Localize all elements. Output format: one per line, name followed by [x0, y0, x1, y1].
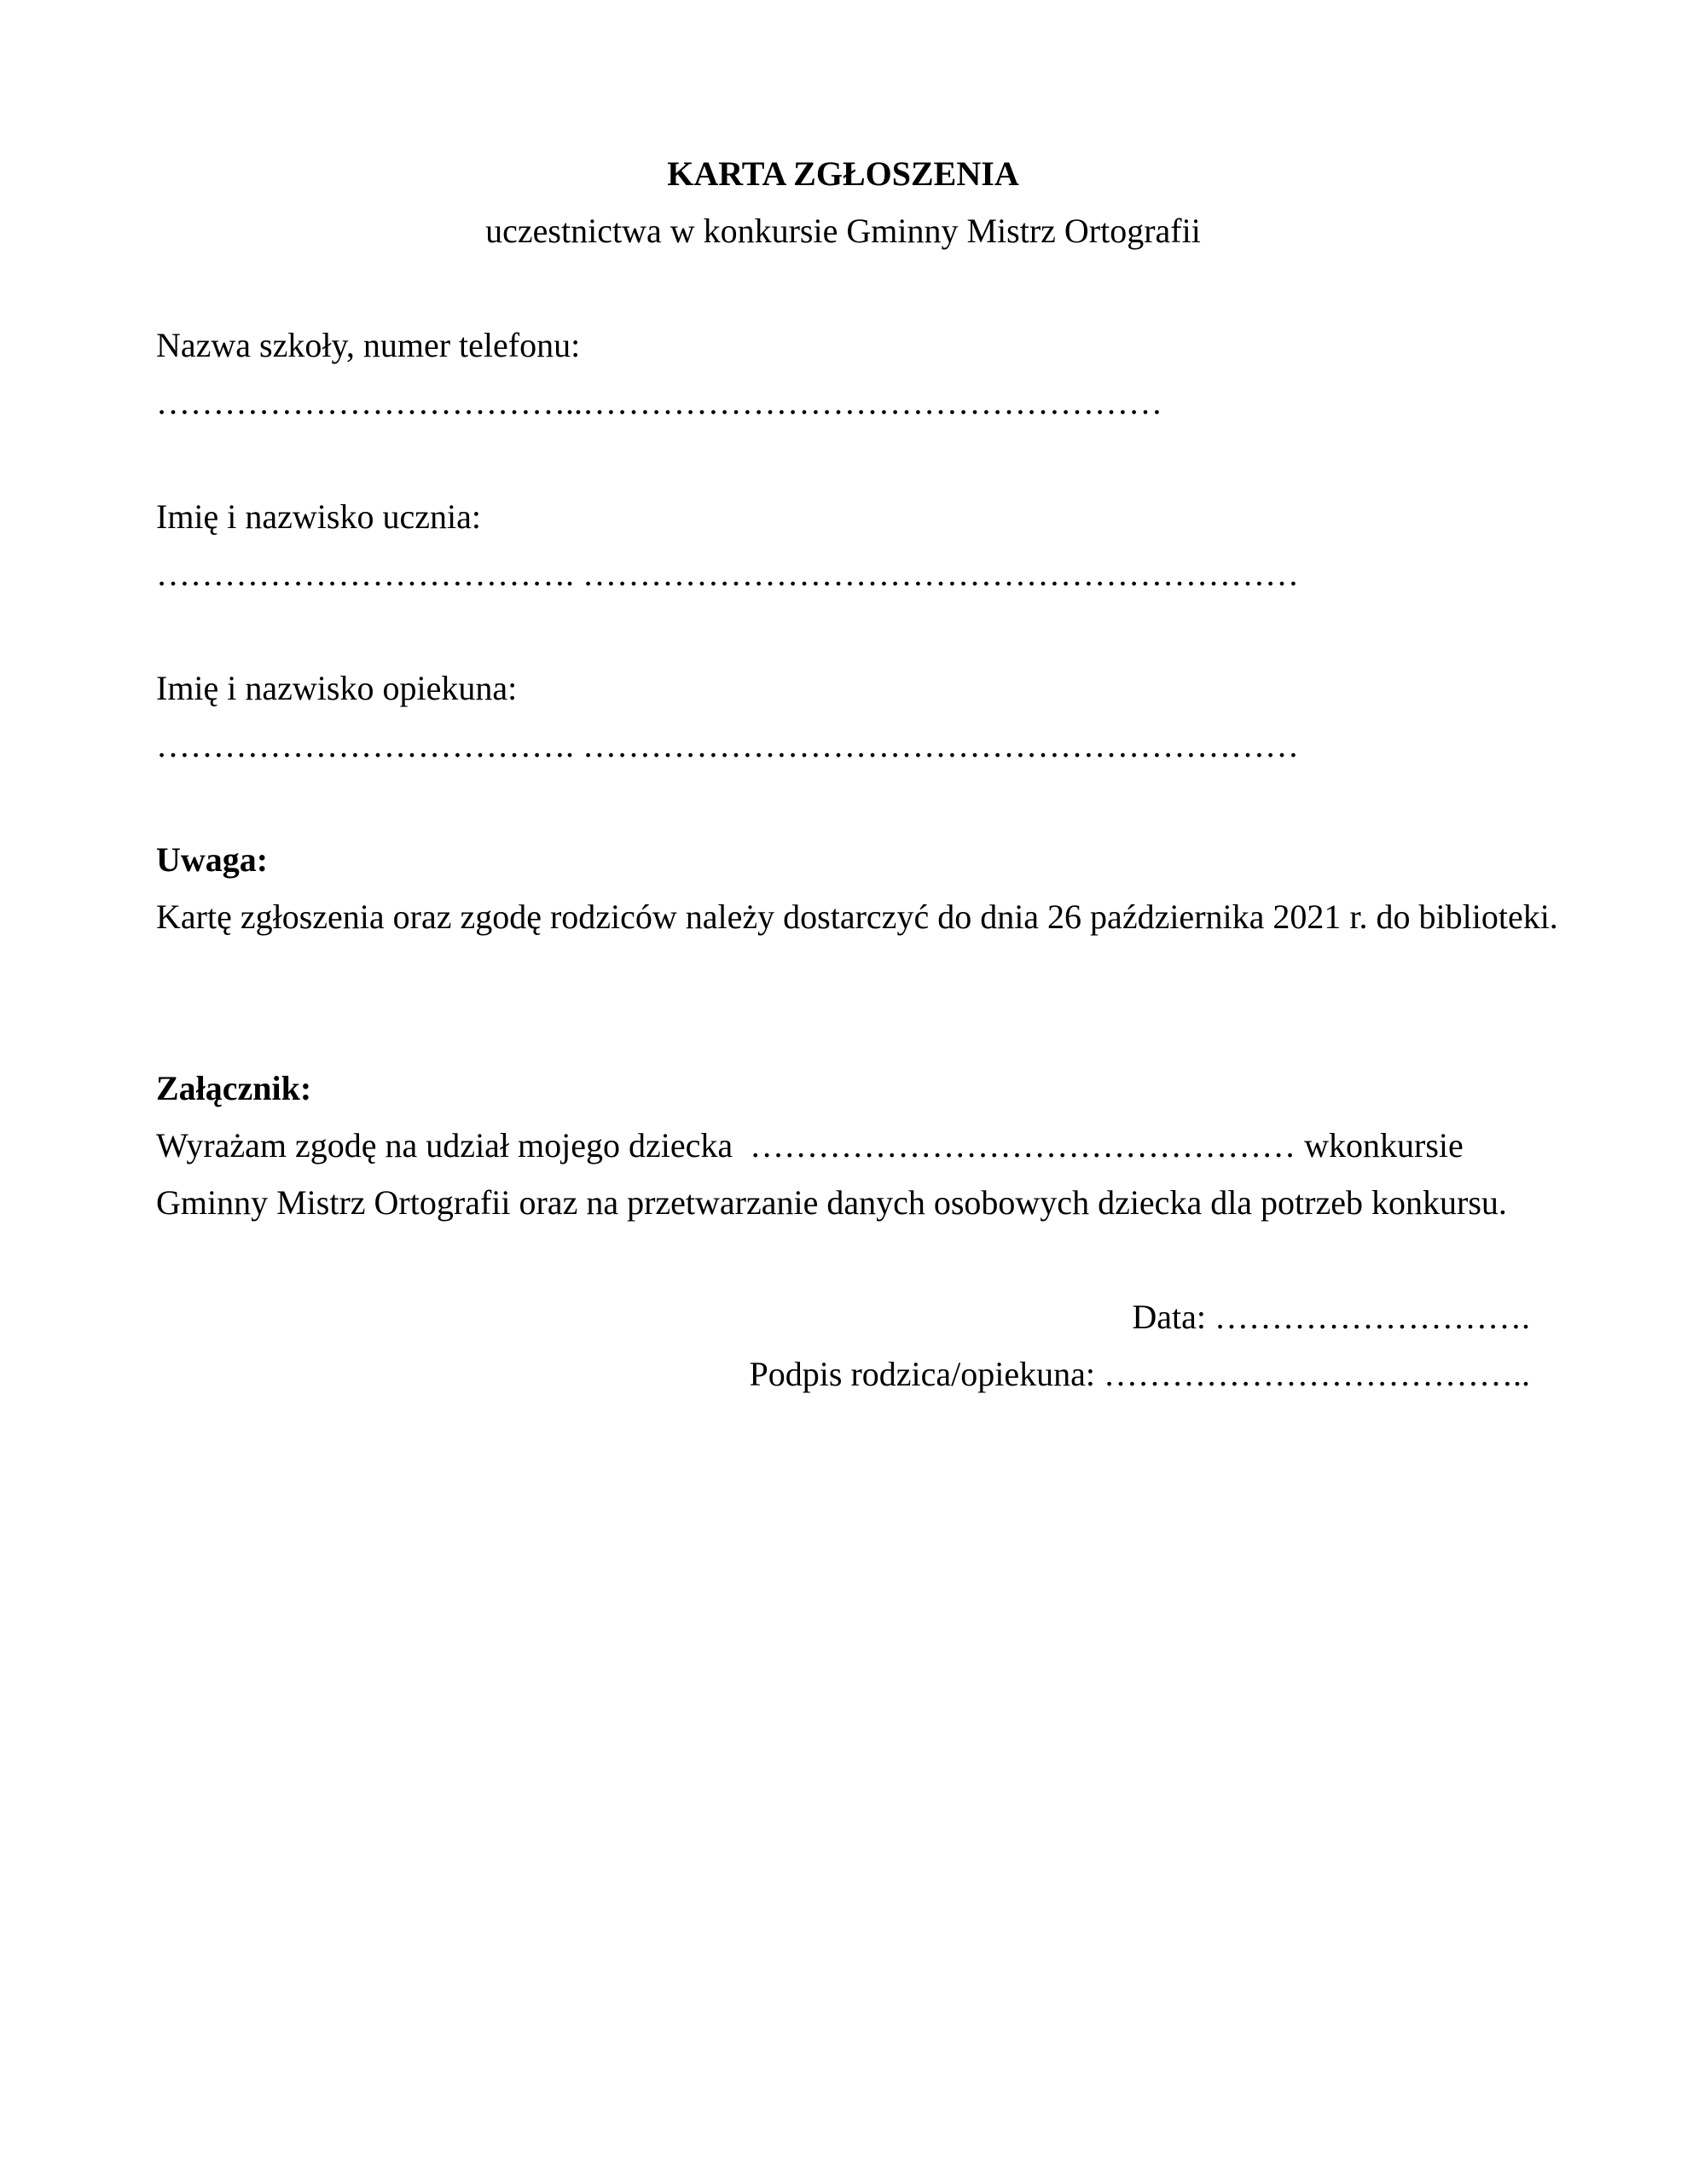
consent-statement-line2: Gminny Mistrz Ortografii oraz na przetwarzanie danych osobowych dziecka dla potrzeb konkursu.: [156, 1183, 1507, 1222]
spacer: [156, 945, 1530, 1002]
consent-text-suffix: wkonkursie: [1304, 1126, 1464, 1165]
field-fill-line-guardian-name: ………………………………. ………………………………………………………: [156, 726, 1299, 764]
field-label-school-phone: Nazwa szkoły, numer telefonu:: [156, 326, 581, 364]
spacer: [156, 774, 1530, 831]
date-fill-line: ……………………….: [1215, 1298, 1530, 1336]
date-line: [156, 1288, 1530, 1345]
spacer: [156, 602, 1530, 659]
spacer: [156, 431, 1530, 488]
spacer: [156, 1231, 1530, 1288]
signature-line: [156, 1345, 1530, 1403]
note-body: Kartę zgłoszenia oraz zgodę rodziców należy dostarczyć do dnia 26 października 2021 r. do biblioteki.: [156, 897, 1558, 936]
field-fill-line-student-name: ………………………………. ………………………………………………………: [156, 555, 1299, 593]
date-label: Data:: [1132, 1298, 1206, 1336]
consent-fill-line: …………………………………………: [750, 1126, 1296, 1165]
consent-statement-line1: [156, 1117, 1530, 1174]
document-title: KARTA ZGŁOSZENIA: [667, 154, 1019, 193]
signature-fill-line: ………………………………..: [1104, 1355, 1530, 1393]
spacer: [156, 259, 1530, 317]
signature-label: Podpis rodzica/opiekuna:: [749, 1355, 1095, 1393]
field-fill-line-school-phone: ………………………………..……………………………………………: [156, 383, 1162, 421]
consent-text-prefix: Wyrażam zgodę na udział mojego dziecka: [156, 1126, 742, 1165]
attachment-heading: Załącznik:: [156, 1069, 312, 1107]
field-label-student-name: Imię i nazwisko ucznia:: [156, 497, 481, 536]
field-label-guardian-name: Imię i nazwisko opiekuna:: [156, 669, 518, 707]
document-subtitle: uczestnictwa w konkursie Gminny Mistrz Ortografii: [485, 212, 1201, 250]
note-heading: Uwaga:: [156, 840, 269, 879]
spacer: [156, 1002, 1530, 1060]
